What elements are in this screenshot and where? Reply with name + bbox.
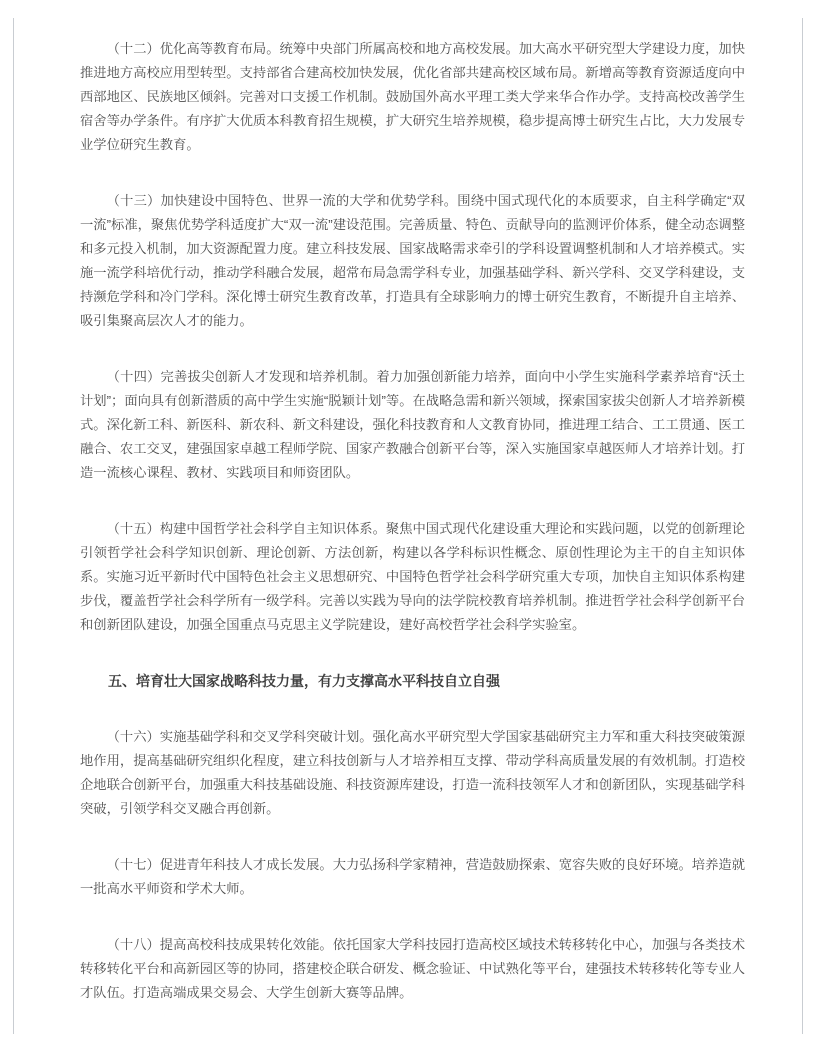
paragraph-17: （十七）促进青年科技人才成长发展。大力弘扬科学家精神，营造鼓励探索、宽容失败的良好环境。培养造就一批高水平师资和学术大师。	[80, 857, 745, 896]
document-content	[80, 18, 745, 1005]
paragraph-18: （十八）提高高校科技成果转化效能。依托国家大学科技园打造高校区域技术转移转化中心，加强与各类技术转移转化平台和高新园区等的协同，搭建校企联合研发、概念验证、中试熟化等平台，建强技术转移转化等专业人才队伍。打造高端成果交易会、大学生创新大赛等品牌。	[80, 937, 745, 1000]
paragraph-12: （十二）优化高等教育布局。统筹中央部门所属高校和地方高校发展。加大高水平研究型大学建设力度，加快推进地方高校应用型转型。支持部省合建高校加快发展，优化省部共建高校区域布局。新增高等教育资源适度向中西部地区、民族地区倾斜。完善对口支援工作机制。鼓励国外高水平理工类大学来华合作办学。支持高校改善学生宿舍等办学条件。有序扩大优质本科教育招生规模，扩大研究生培养规模，稳步提高博士研究生占比，大力发展专业学位研究生教育。	[80, 41, 745, 152]
paragraph-15: （十五）构建中国哲学社会科学自主知识体系。聚焦中国式现代化建设重大理论和实践问题，以党的创新理论引领哲学社会科学知识创新、理论创新、方法创新，构建以各学科标识性概念、原创性理论为主干的自主知识体系。实施习近平新时代中国特色社会主义思想研究、中国特色哲学社会科学研究重大专项，加快自主知识体系构建步伐，覆盖哲学社会科学所有一级学科。完善以实践为导向的法学院校教育培养机制。推进哲学社会科学创新平台和创新团队建设，加强全国重点马克思主义学院建设，建好高校哲学社会科学实验室。	[80, 521, 745, 632]
section-5-heading: 五、培育壮大国家战略科技力量，有力支撑高水平科技自立自强	[108, 673, 500, 689]
document-page	[13, 18, 803, 1034]
paragraph-16: （十六）实施基础学科和交叉学科突破计划。强化高水平研究型大学国家基础研究主力军和重大科技突破策源地作用，提高基础研究组织化程度，建立科技创新与人才培养相互支撑、带动学科高质量发展的有效机制。打造校企地联合创新平台，加强重大科技基础设施、科技资源库建设，打造一流科技领军人才和创新团队，实现基础学科突破，引领学科交叉融合再创新。	[80, 729, 745, 816]
paragraph-14: （十四）完善拔尖创新人才发现和培养机制。着力加强创新能力培养，面向中小学生实施科学素养培育“沃土计划”；面向具有创新潜质的高中学生实施“脱颖计划”等。在战略急需和新兴领域，探索国家拔尖创新人才培养新模式。深化新工科、新医科、新农科、新文科建设，强化科技教育和人文教育协同，推进理工结合、工工贯通、医工融合、农工交叉，建强国家卓越工程师学院、国家产教融合创新平台等，深入实施国家卓越医师人才培养计划。打造一流核心课程、教材、实践项目和师资团队。	[80, 369, 745, 480]
paragraph-13: （十三）加快建设中国特色、世界一流的大学和优势学科。围绕中国式现代化的本质要求，自主科学确定“双一流”标准，聚焦优势学科适度扩大“双一流”建设范围。完善质量、特色、贡献导向的监测评价体系，健全动态调整和多元投入机制，加大资源配置力度。建立科技发展、国家战略需求牵引的学科设置调整机制和人才培养模式。实施一流学科培优行动，推动学科融合发展，超常布局急需学科专业，加强基础学科、新兴学科、交叉学科建设，支持濒危学科和冷门学科。深化博士研究生教育改革，打造具有全球影响力的博士研究生教育，不断提升自主培养、吸引集聚高层次人才的能力。	[80, 193, 745, 328]
